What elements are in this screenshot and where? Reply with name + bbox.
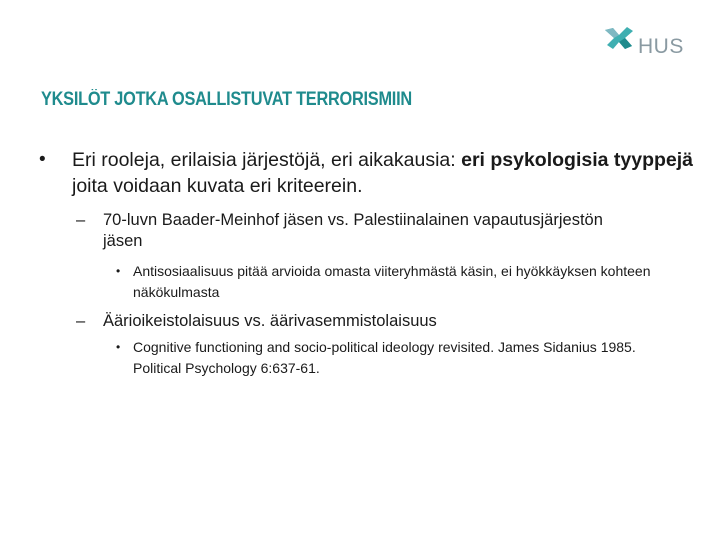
dash-marker: – xyxy=(76,312,86,330)
bullet-marker: • xyxy=(39,149,46,170)
hus-cross-icon xyxy=(603,24,639,54)
bullet-level2-aarioikeistolaisuus xyxy=(76,311,623,332)
bullet-level2-baader-meinhof xyxy=(76,210,623,252)
bullet-text: Eri rooleja, erilaisia järjestöjä, eri aikakausia: xyxy=(72,149,462,171)
slide-title: YKSILÖT JOTKA OSALLISTUVAT TERRORISMIIN xyxy=(41,89,412,110)
bullet-bold-text: eri psykologisia tyyppejä xyxy=(461,149,694,171)
bullet-level1 xyxy=(39,147,702,199)
bullet-level3-antisosiaalisuus xyxy=(116,261,673,303)
logo-text: HUS xyxy=(638,35,684,58)
bullet-text: 70-luvn Baader-Meinhof jäsen vs. Palestiinalainen vapautusjärjestön jäsen xyxy=(103,211,603,250)
hus-logo xyxy=(603,24,693,64)
bullet-marker: • xyxy=(116,340,121,354)
bullet-text: Äärioikeistolaisuus vs. äärivasemmistolaisuus xyxy=(103,312,437,330)
bullet-level3-reference xyxy=(116,337,673,379)
bullet-tail-text: joita voidaan kuvata eri kriteerein. xyxy=(72,175,363,197)
bullet-marker: • xyxy=(116,264,121,278)
dash-marker: – xyxy=(76,211,86,229)
bullet-text: Cognitive functioning and socio-political ideology revisited. James Sidanius 1985. Political Psychology 6:637-61. xyxy=(133,339,636,376)
bullet-text: Antisosiaalisuus pitää arvioida omasta viiteryhmästä käsin, ei hyökkäyksen kohteen näkökulmasta xyxy=(133,263,651,300)
